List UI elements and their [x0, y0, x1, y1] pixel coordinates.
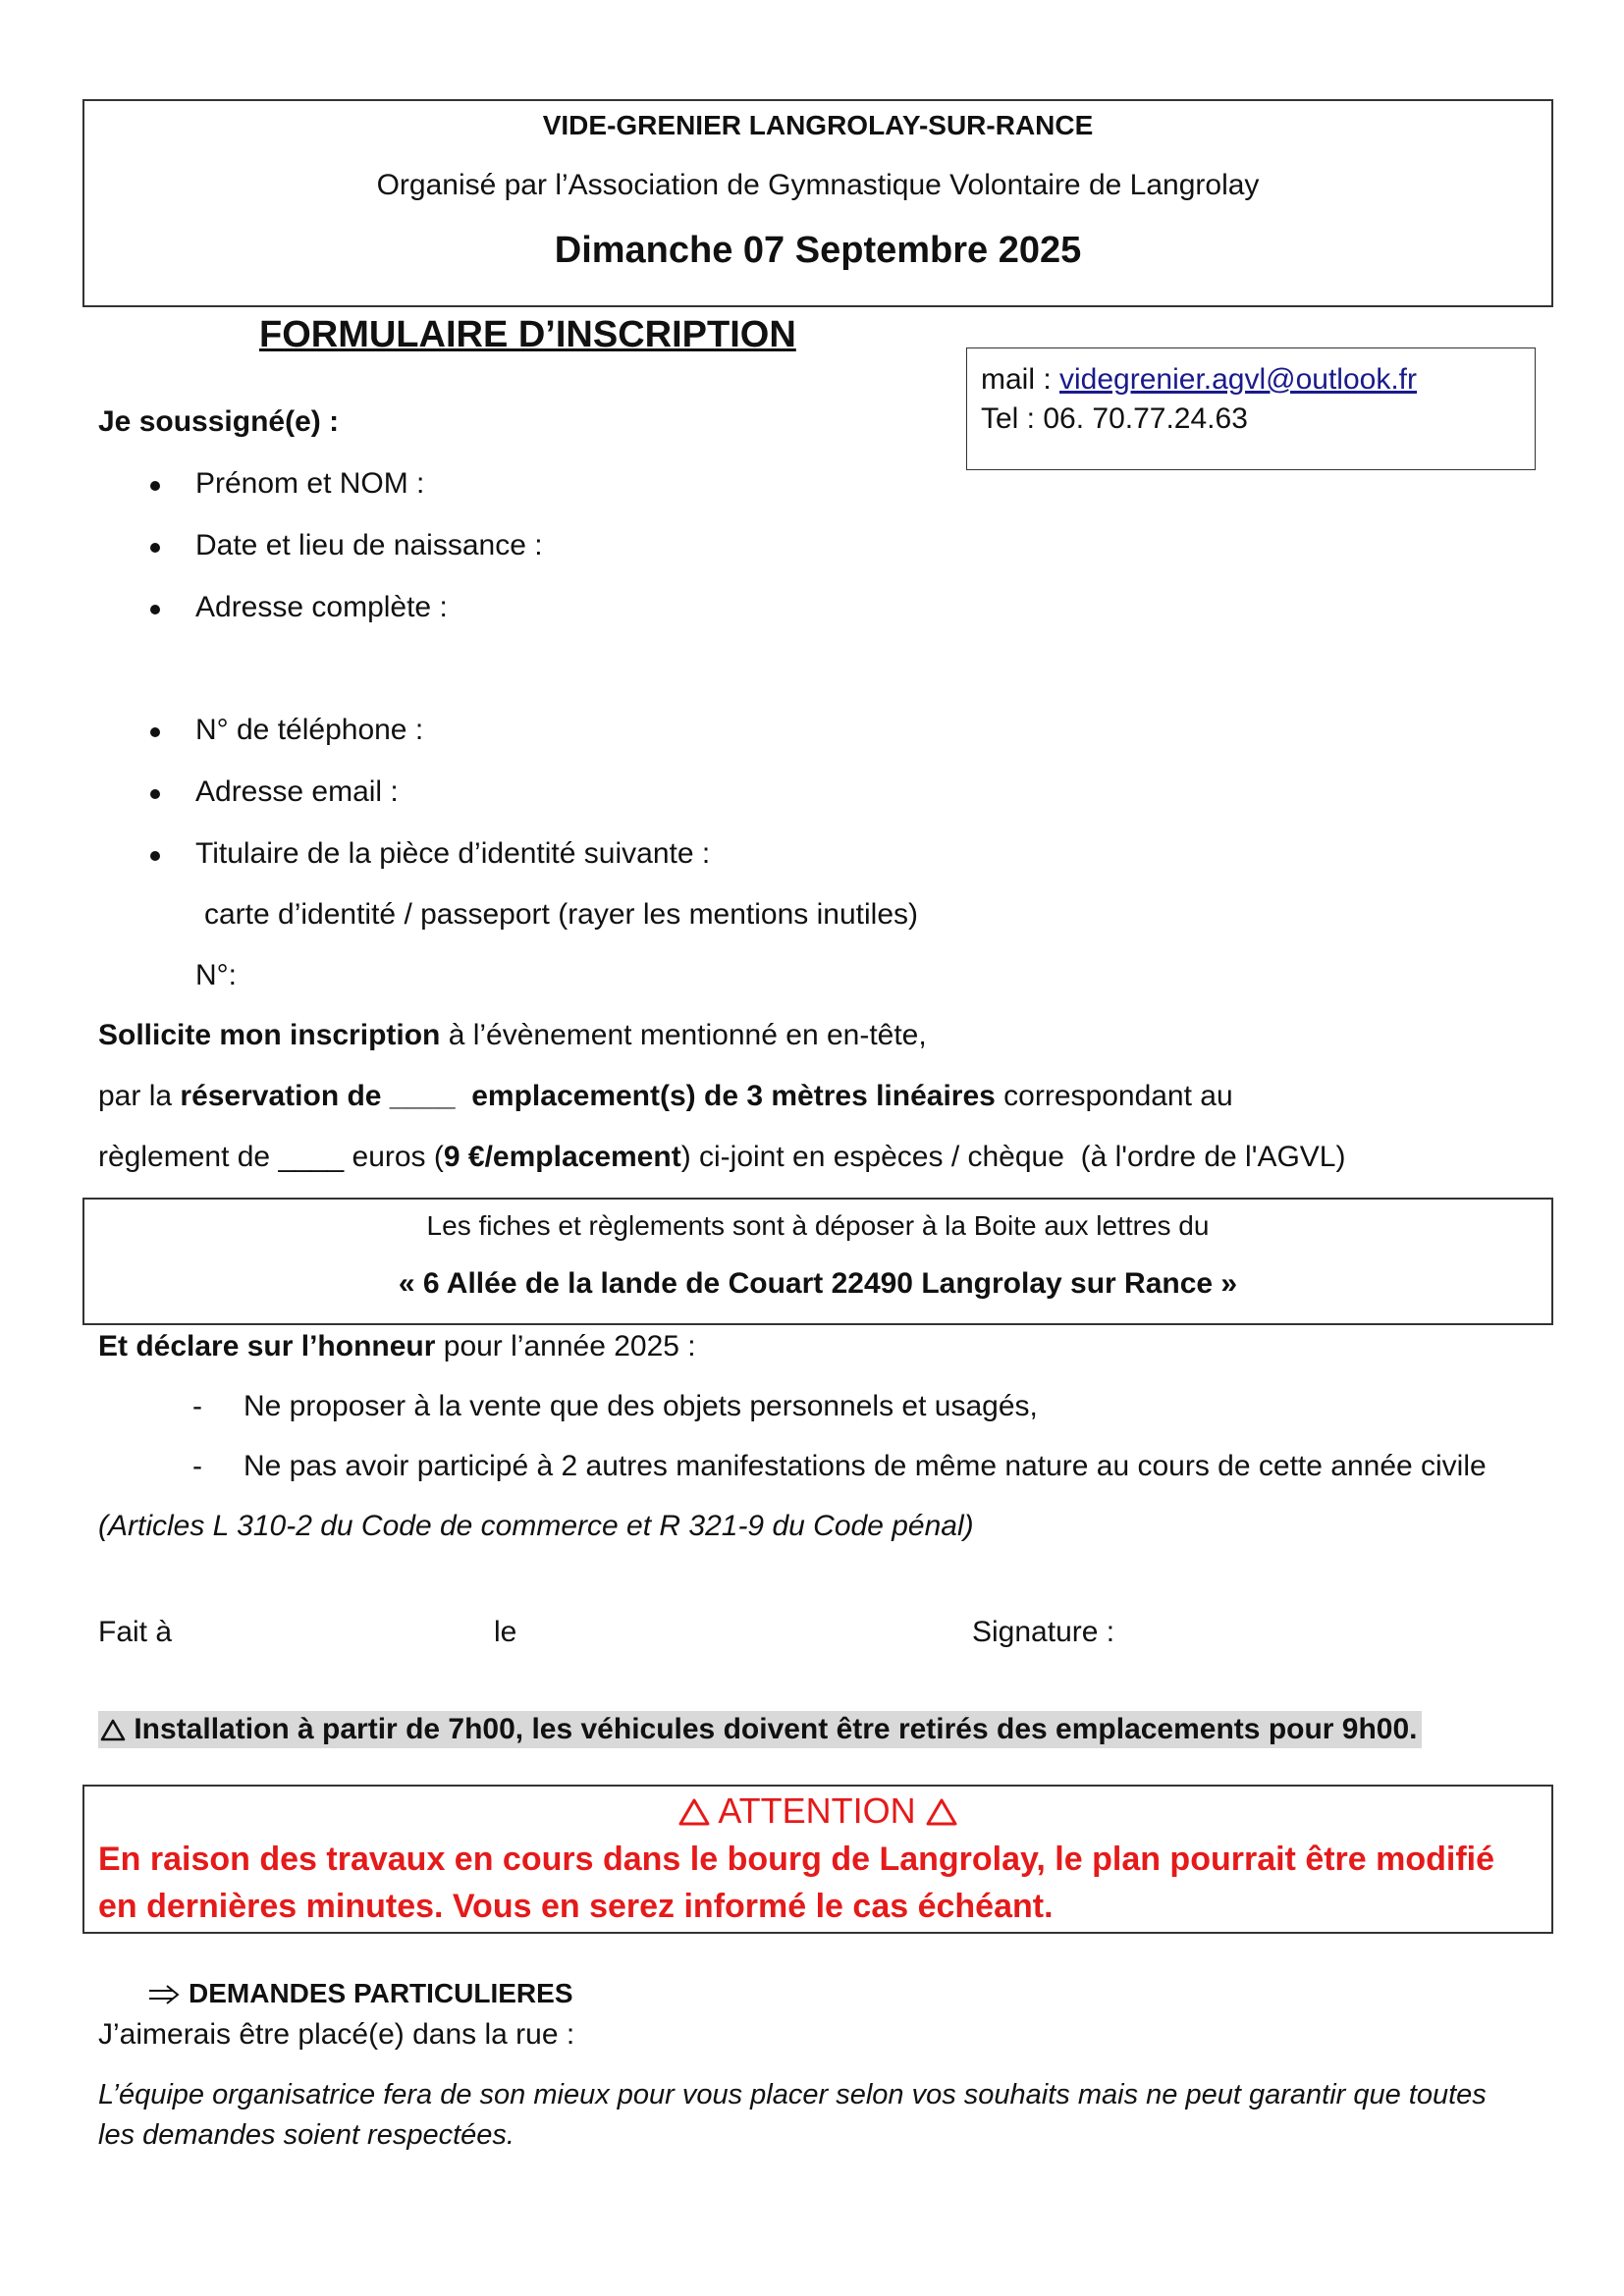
request-line2-rest: correspondant au — [995, 1080, 1233, 1112]
installation-text: Installation à partir de 7h00, les véhicules doivent être retirés des emplacements pour 9h00. — [134, 1713, 1418, 1745]
bullet — [150, 727, 160, 737]
event-title: VIDE-GRENIER LANGROLAY-SUR-RANCE — [542, 110, 1094, 140]
attention-box — [82, 1785, 1553, 1934]
bullet — [150, 481, 160, 491]
field-address: Adresse complète : — [195, 591, 448, 623]
tel-label: Tel : — [981, 402, 1044, 435]
attention-text: En raison des travaux en cours dans le bourg de Langrolay, le plan pourrait être modifié en dernières minutes. Vous en serez informé le cas échéant. — [98, 1841, 1495, 1925]
attention-label: ATTENTION — [718, 1790, 916, 1831]
request-line3-rest: ) ci-joint en espèces / chèque (à l'ordre de l'AGVL) — [680, 1141, 1346, 1173]
deposit-box — [82, 1198, 1553, 1325]
declaration-articles: (Articles L 310-2 du Code de commerce et R 321-9 du Code pénal) — [98, 1510, 974, 1542]
field-id: Titulaire de la pièce d’identité suivante : — [195, 837, 711, 870]
signature-label: Signature : — [972, 1616, 1115, 1648]
intro-label: Je soussigné(e) : — [98, 405, 340, 438]
declaration-item-1: Ne proposer à la vente que des objets personnels et usagés, — [244, 1390, 1038, 1422]
request-line-3 — [98, 1140, 1345, 1175]
bullet — [150, 789, 160, 799]
declaration-item-2: Ne pas avoir participé à 2 autres manifestations de même nature au cours de cette année civile — [244, 1450, 1487, 1482]
event-organizer: Organisé par l’Association de Gymnastique Volontaire de Langrolay — [376, 169, 1260, 201]
bullet — [150, 605, 160, 614]
special-title — [147, 1977, 573, 2010]
arrow-right-icon — [147, 1985, 181, 2004]
request-line2-bold1: réservation de ____ — [180, 1080, 463, 1112]
special-title-text: DEMANDES PARTICULIERES — [189, 1978, 573, 2008]
contact-tel — [981, 401, 1248, 437]
bullet — [150, 851, 160, 861]
event-date: Dimanche 07 Septembre 2025 — [554, 230, 1082, 271]
form-title: FORMULAIRE D’INSCRIPTION — [259, 314, 796, 355]
contact-mail — [981, 362, 1417, 398]
request-bold: Sollicite mon inscription — [98, 1019, 441, 1051]
field-phone: N° de téléphone : — [195, 714, 424, 746]
id-type: carte d’identité / passeport (rayer les mentions inutiles) — [204, 898, 919, 931]
request-line-2 — [98, 1079, 1233, 1114]
deposit-line-1: Les fiches et règlements sont à déposer à la Boite aux lettres du — [426, 1210, 1210, 1241]
special-question: J’aimerais être placé(e) dans la rue : — [98, 2018, 575, 2051]
declaration-rest: pour l’année 2025 : — [435, 1330, 696, 1362]
request-line2-bold2: emplacement(s) de 3 mètres linéaires — [462, 1080, 996, 1112]
warning-icon — [100, 1718, 126, 1741]
field-email: Adresse email : — [195, 775, 399, 808]
deposit-address: « 6 Allée de la lande de Couart 22490 Langrolay sur Rance » — [398, 1267, 1238, 1300]
tel-number: 06. 70.77.24.63 — [1043, 402, 1248, 435]
declaration-lead — [98, 1329, 696, 1364]
request-line3-bold: 9 €/emplacement — [443, 1141, 681, 1173]
contact-box — [966, 347, 1536, 470]
dash: - — [192, 1450, 202, 1482]
dash: - — [192, 1390, 202, 1422]
special-note: L’équipe organisatrice fera de son mieux pour vous placer selon vos souhaits mais ne peut garantir que toutes les demandes soient respectées. — [98, 2079, 1487, 2151]
request-line3-a: règlement de ____ euros ( — [98, 1141, 444, 1173]
installation-notice — [98, 1711, 1422, 1748]
id-number: N°: — [195, 959, 237, 991]
field-name: Prénom et NOM : — [195, 467, 425, 500]
signature-date: le — [494, 1616, 517, 1648]
declaration-bold: Et déclare sur l’honneur — [98, 1330, 436, 1362]
request-line2-a: par la — [98, 1080, 181, 1112]
signature-place: Fait à — [98, 1616, 173, 1648]
bullet — [150, 543, 160, 553]
warning-icon — [926, 1797, 957, 1827]
attention-title — [84, 1790, 1551, 1832]
request-rest: à l’évènement mentionné en en-tête, — [440, 1019, 927, 1051]
field-birth: Date et lieu de naissance : — [195, 529, 543, 561]
warning-icon — [678, 1797, 710, 1827]
mail-label: mail : — [981, 363, 1060, 396]
request-line-1 — [98, 1018, 927, 1053]
mail-link[interactable]: videgrenier.agvl@outlook.fr — [1059, 363, 1417, 396]
header-box — [82, 99, 1553, 307]
